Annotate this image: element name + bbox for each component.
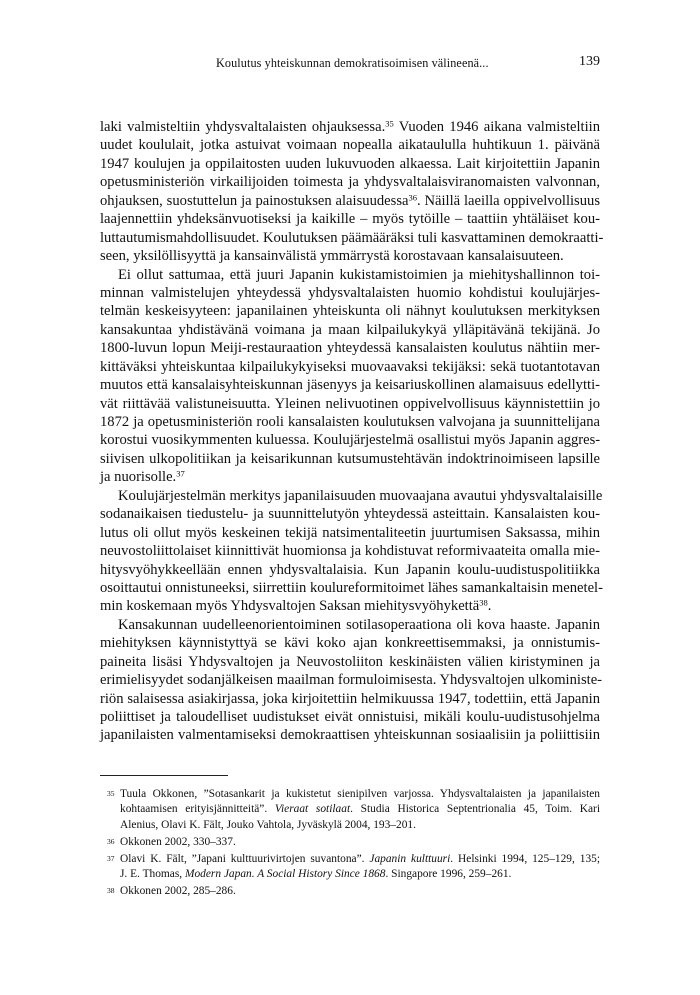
text-span: sodanaikaisen tiedustelu- ja suunnittelutyön yhteydessä asteittain. Kansalaisten kou- <box>100 506 600 523</box>
text-span: Kansakunnan uudelleenorientoiminen sotilasoperaationa oli kova haaste. Japanin <box>118 616 600 633</box>
text-line <box>100 358 600 376</box>
footnote-line <box>120 884 600 899</box>
text-span: minnan valmistelujen yhteydessä yhdysvaltalaisten huomio kohdistui koulujärjes- <box>100 284 600 301</box>
text-line <box>100 339 600 357</box>
text-line <box>100 192 600 210</box>
text-span: 1872 ja opetusministeriön rooli kansalaisten koulutuksen valvojana ja suunnittelijana <box>100 414 600 430</box>
footnote-text: . Singapore 1996, 259–261. <box>385 868 512 881</box>
footnote-separator <box>100 775 228 776</box>
cited-title: Japanin kulttuuri <box>369 852 451 865</box>
text-line <box>100 579 603 597</box>
footnote-line <box>120 867 600 882</box>
body-text <box>100 118 604 745</box>
text-line <box>100 210 600 228</box>
footnote-number: 35 <box>107 789 115 798</box>
text-line <box>100 229 604 247</box>
footnote-line <box>120 852 600 867</box>
footnote-line <box>120 802 600 817</box>
footnote-text: kohtaamisen erityisjännitteitä”. <box>120 803 275 816</box>
text-line <box>100 561 600 579</box>
footnote-number: 36 <box>107 836 115 846</box>
text-span: siivisen ulkopolitiikan ja keisarikunnan kutsumustehtävän indoktrinoimiseen lapsille <box>100 450 600 467</box>
footnotes <box>100 787 600 901</box>
text-span: Koulujärjestelmän merkitys japanilaisuuden muovaajana avautui yhdysvaltalaisille <box>118 487 603 504</box>
text-span: erimielisyydet sodanjälkeisen maailman formuloimisesta. Yhdysvaltojen ulkoministe- <box>100 672 603 689</box>
text-line <box>100 524 600 542</box>
text-line <box>100 450 600 468</box>
text-span: osoittautui onnistuneeksi, siirrettiin koulureformitoimet lähes samankaltaisin menetel- <box>100 579 603 596</box>
text-span: muutos että kansalaisyhteiskunnan jäsenyys ja keisariuskollinen alamaisuus edellytti- <box>100 377 600 394</box>
text-span: laki valmisteltiin yhdysvaltalaisten ohjauksessa. <box>100 119 386 135</box>
text-line <box>100 597 600 615</box>
footnote-text: Tuula Okkonen, ”Sotasankarit ja kukistetut sienipilven varjossa. Yhdysvaltalaisten ja japanilaisten <box>120 788 600 800</box>
text-span: paineita lisäsi Yhdysvaltojen ja Neuvostoliiton keskinäisten välien kiristyminen ja <box>100 653 600 670</box>
footnote-reference[interactable]: 36 <box>408 192 417 203</box>
text-line <box>100 321 600 339</box>
footnote-line <box>120 818 600 833</box>
footnote-number: 37 <box>107 853 115 863</box>
footnote-reference[interactable]: 37 <box>176 468 185 479</box>
footnote-text: Olavi K. Fält, ”Japani kulttuurivirtojen suvantona”. <box>120 852 370 865</box>
text-span: poliittiset ja taloudelliset uudistukset eivät onnistuisi, mikäli koulu-uudistusohjelma <box>100 709 600 725</box>
text-span: korostui vuosikymmenten kuluessa. Koulujärjestelmä osallistui myös Japanin aggres- <box>100 432 601 449</box>
footnote-text: Okkonen 2002, 285–286. <box>120 885 236 898</box>
footnote-line <box>120 835 600 850</box>
text-line <box>100 155 600 173</box>
text-line <box>100 376 600 394</box>
text-span: Vuoden 1946 aikana valmisteltiin <box>393 119 600 135</box>
running-header <box>100 54 600 74</box>
text-line <box>100 468 600 486</box>
text-span: vät riittävää valistuneisuutta. Yleinen nelivuotinen oppivelvollisuus käynnistettiin jo <box>100 395 600 412</box>
text-span: luttautumismahdollisuudet. Koulutuksen päämääräksi tuli kasvattaminen demokraatti- <box>100 229 604 246</box>
page-number: 139 <box>579 54 600 69</box>
text-line <box>100 690 600 708</box>
text-span: 1947 koulujen ja oppilaitosten uuden lukuvuoden alkaessa. Lait kirjoitettiin Japanin <box>100 155 600 172</box>
text-line <box>100 284 600 302</box>
footnote-line <box>120 787 600 802</box>
text-line <box>100 505 600 523</box>
text-line <box>100 173 600 191</box>
text-span: 1800-luvun lopun Meiji-restauraation yhteydessä kansalaisten koulutus nähtiin mer- <box>100 340 600 357</box>
running-title: Koulutus yhteiskunnan demokratisoimisen välineenä... <box>216 56 489 70</box>
text-span: kansakuntaa yhdistävänä voimana ja maan kilpailukykyä ylläpitävänä tekijänä. Jo <box>100 321 600 338</box>
cited-title: Vieraat sotilaat <box>274 803 351 816</box>
footnote <box>100 852 600 883</box>
footnote <box>100 835 600 850</box>
text-line <box>100 395 600 413</box>
footnote-text: Alenius, Olavi K. Fält, Jouko Vahtola, Jyväskylä 2004, 193–201. <box>120 818 416 831</box>
footnote <box>100 787 600 833</box>
text-line <box>100 118 600 136</box>
text-span: . <box>487 598 492 615</box>
text-span: lutus oli ollut myös keskeinen tekijä natsimentaliteetin juurtumisen Saksassa, mihin <box>100 524 600 541</box>
text-line <box>100 302 600 320</box>
text-span: miehityksen käynnistyttyä se kävi koko ajan konkreettisemmaksi, ja onnistumis- <box>100 635 600 652</box>
text-line <box>100 431 600 449</box>
text-span: hitysvyöhykkeellään ennen yhdysvaltalaisia. Kun Japanin koulu-uudistuspolitiikka <box>100 561 600 578</box>
text-line <box>100 487 603 505</box>
text-span: telmän keskeisyyteen: japanilainen yhteiskunta oli nähnyt koulutuksen merkityksen <box>100 303 600 320</box>
text-span: riön salaisessa asiakirjassa, joka kirjoitettiin helmikuussa 1947, todettiin, että Japanin <box>100 690 600 707</box>
text-line <box>100 616 600 634</box>
text-span: . Näillä laeilla oppivelvollisuus <box>416 192 601 209</box>
text-span: laajennettiin yhdeksänvuotiseksi ja kaikille – myös tytöille – taattiin yhtäläiset kou- <box>100 211 600 228</box>
text-line <box>100 634 600 652</box>
footnote-text: . Helsinki 1994, 125–129, 135; <box>450 852 600 865</box>
text-span: seen, yksilöllisyyttä ja kansainvälistä ymmärrystä korostavaan kansalaisuuteen. <box>100 248 564 265</box>
text-span: ohjauksen, suostuttelun ja painostuksen alaisuudessa <box>100 192 409 209</box>
cited-title: Modern Japan. A Social History Since 1868 <box>184 868 386 881</box>
text-line <box>100 708 600 726</box>
text-line <box>100 413 600 431</box>
footnote-text: Okkonen 2002, 330–337. <box>120 835 236 848</box>
text-span: japanilaisten valmentamiseksi demokraattisen yhteiskunnan sosiaalisiin ja poliittisiin <box>100 727 600 744</box>
text-span: min koskemaan myös Yhdysvaltojen Saksan miehitysvyöhykettä <box>100 598 480 615</box>
text-line <box>100 726 600 744</box>
footnote-number: 38 <box>107 886 115 896</box>
text-span: uudet koululait, jotka astuivat voimaan nopealla aikataululla huhtikuun 1. päivänä <box>100 137 600 154</box>
text-line <box>100 671 603 689</box>
footnote-text: . Studia Historica Septentrionalia 45, Toim. Kari <box>350 803 600 816</box>
text-line <box>100 247 600 265</box>
text-line <box>100 653 600 671</box>
text-line <box>100 136 600 154</box>
footnote-reference[interactable]: 35 <box>385 118 394 129</box>
text-line <box>100 266 600 284</box>
footnote-text: J. E. Thomas, <box>120 868 185 881</box>
text-span: opetusministeriön virkailijoiden toimesta ja yhdysvaltalaisviranomaisten valvonnan, <box>100 174 600 191</box>
text-span: kittäväksi yhteiskuntaa kilpailukykyiseksi muovaavaksi tekijäksi: sekä tuotantotavan <box>100 358 600 375</box>
text-line <box>100 542 600 560</box>
text-span: ja nuorisolle. <box>100 469 177 486</box>
footnote-reference[interactable]: 38 <box>479 597 488 608</box>
text-span: Ei ollut sattumaa, että juuri Japanin kukistamistoimien ja miehityshallinnon toi- <box>118 266 600 283</box>
footnote <box>100 884 600 899</box>
text-span: neuvostoliittolaiset kiinnittivät huomionsa ja kohdistuvat reformivaateita omalla mie- <box>100 543 600 560</box>
